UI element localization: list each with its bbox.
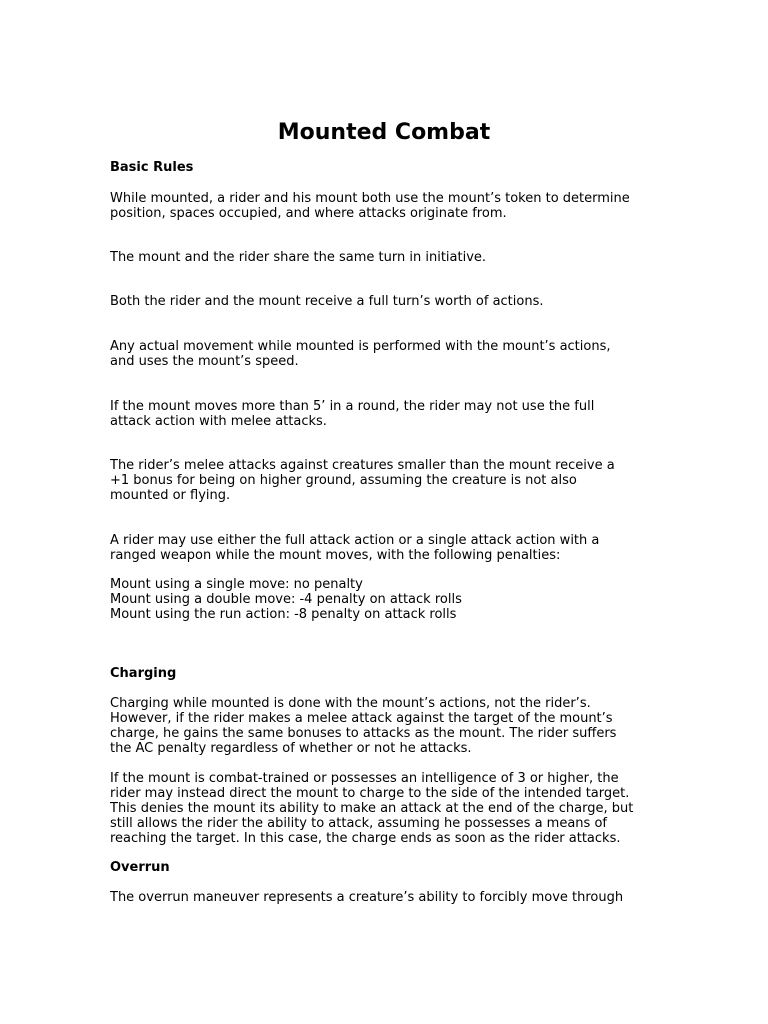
text-line: +1 bonus for being on higher ground, assuming the creature is not also <box>110 473 577 488</box>
text-line: However, if the rider makes a melee attack against the target of the mount’s <box>110 711 613 726</box>
text-line: Charging while mounted is done with the mount’s actions, not the rider’s. <box>110 696 591 711</box>
text-line: The rider’s melee attacks against creatures smaller than the mount receive a <box>110 458 615 473</box>
text-line: The overrun maneuver represents a creature’s ability to forcibly move through <box>110 890 624 905</box>
paragraph <box>110 294 670 309</box>
text-line: the AC penalty regardless of whether or not he attacks. <box>110 741 472 756</box>
text-line: charge, he gains the same bonuses to attacks as the mount. The rider suffers <box>110 726 617 741</box>
text-line: ranged weapon while the mount moves, with the following penalties: <box>110 548 561 563</box>
list-item: Mount using a single move: no penalty <box>110 577 363 592</box>
text-line: reaching the target. In this case, the charge ends as soon as the rider attacks. <box>110 831 621 846</box>
text-line: If the mount moves more than 5’ in a round, the rider may not use the full <box>110 399 595 414</box>
paragraph <box>110 890 670 905</box>
paragraph <box>110 533 670 563</box>
paragraph <box>110 399 670 429</box>
text-line: The mount and the rider share the same turn in initiative. <box>110 250 487 265</box>
paragraph <box>110 696 670 756</box>
section-heading-overrun: Overrun <box>110 860 170 875</box>
text-line: and uses the mount’s speed. <box>110 354 299 369</box>
list-item: Mount using the run action: -8 penalty on attack rolls <box>110 607 457 622</box>
text-line: still allows the rider the ability to attack, assuming he possesses a means of <box>110 816 607 831</box>
list-item: Mount using a double move: -4 penalty on attack rolls <box>110 592 462 607</box>
text-line: This denies the mount its ability to make an attack at the end of the charge, but <box>110 801 634 816</box>
section-heading-charging: Charging <box>110 666 177 681</box>
text-line: position, spaces occupied, and where attacks originate from. <box>110 206 507 221</box>
document-title: Mounted Combat <box>277 120 491 145</box>
penalty-list <box>110 577 670 622</box>
paragraph <box>110 458 670 503</box>
paragraph <box>110 191 670 221</box>
paragraph <box>110 250 670 265</box>
text-line: If the mount is combat-trained or possesses an intelligence of 3 or higher, the <box>110 771 619 786</box>
text-line: A rider may use either the full attack action or a single attack action with a <box>110 533 600 548</box>
paragraph <box>110 771 670 846</box>
paragraph <box>110 339 670 369</box>
text-line: While mounted, a rider and his mount both use the mount’s token to determine <box>110 191 630 206</box>
section-heading-basic-rules: Basic Rules <box>110 160 194 175</box>
text-line: mounted or flying. <box>110 488 231 503</box>
text-line: attack action with melee attacks. <box>110 414 327 429</box>
text-line: rider may instead direct the mount to charge to the side of the intended target. <box>110 786 630 801</box>
text-line: Any actual movement while mounted is performed with the mount’s actions, <box>110 339 611 354</box>
text-line: Both the rider and the mount receive a full turn’s worth of actions. <box>110 294 544 309</box>
